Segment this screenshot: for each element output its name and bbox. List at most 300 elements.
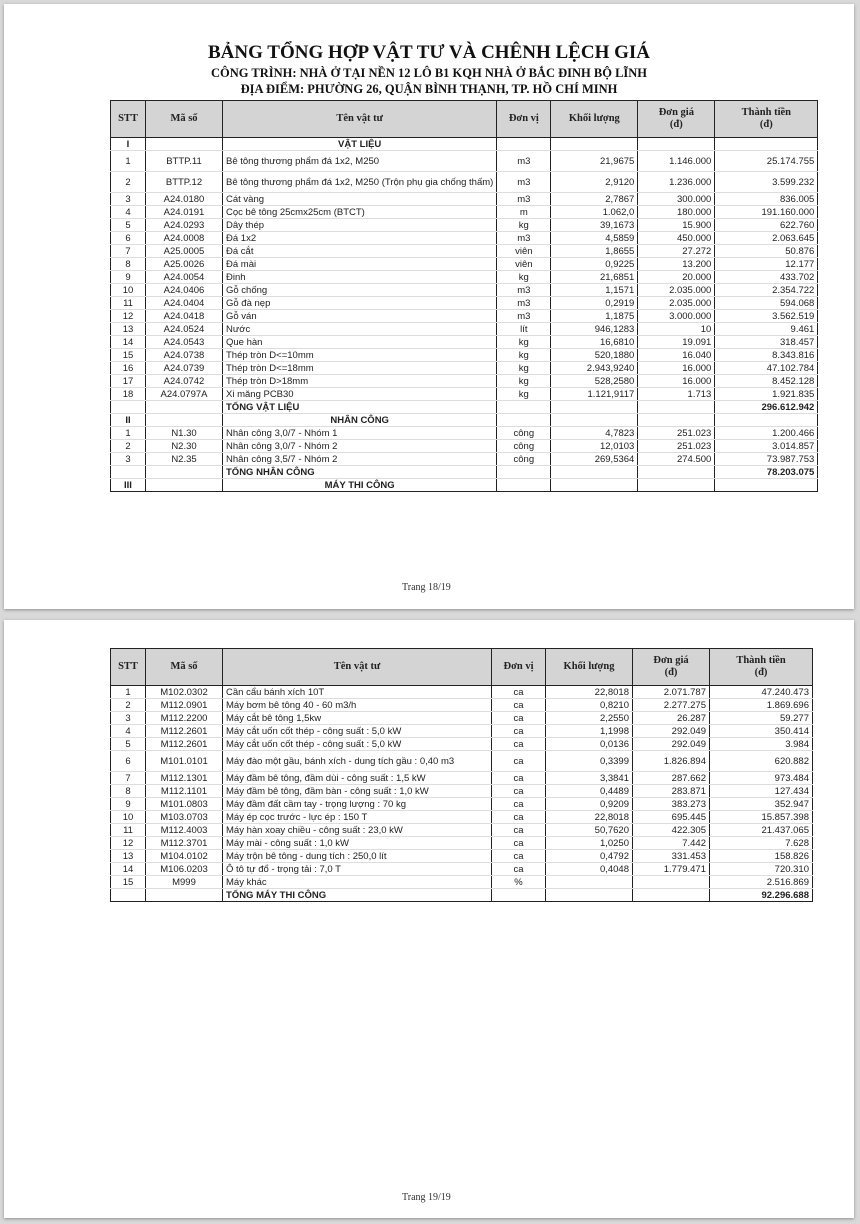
row-name: Cọc bê tông 25cmx25cm (BTCT) bbox=[223, 206, 497, 219]
table-row bbox=[111, 863, 813, 876]
materials-labor-table bbox=[110, 100, 818, 492]
row-unit: kg bbox=[497, 375, 551, 388]
empty-cell bbox=[497, 414, 551, 427]
row-total: 8.452.128 bbox=[715, 375, 818, 388]
empty-cell bbox=[546, 889, 633, 902]
row-total: 318.457 bbox=[715, 336, 818, 349]
row-unit: kg bbox=[497, 271, 551, 284]
row-qty: 2,7867 bbox=[551, 193, 638, 206]
row-unit: công bbox=[497, 427, 551, 440]
row-unit: m bbox=[497, 206, 551, 219]
row-total: 158.826 bbox=[710, 850, 813, 863]
row-qty: 50,7620 bbox=[546, 824, 633, 837]
row-code: M112.1301 bbox=[146, 772, 223, 785]
row-qty: 22,8018 bbox=[546, 686, 633, 699]
row-stt: 18 bbox=[111, 388, 146, 401]
row-total: 47.240.473 bbox=[710, 686, 813, 699]
row-name: Máy cắt bê tông 1,5kw bbox=[223, 712, 492, 725]
row-total: 59.277 bbox=[710, 712, 813, 725]
row-code: M104.0102 bbox=[146, 850, 223, 863]
row-unit: ca bbox=[492, 798, 546, 811]
row-total: 15.857.398 bbox=[710, 811, 813, 824]
row-name: Máy mài - công suất : 1,0 kW bbox=[223, 837, 492, 850]
row-qty: 1,1571 bbox=[551, 284, 638, 297]
row-name: Thép tròn D>18mm bbox=[223, 375, 497, 388]
col-code: Mã số bbox=[146, 101, 223, 138]
row-stt: 17 bbox=[111, 375, 146, 388]
empty-cell bbox=[638, 138, 715, 151]
total-value: 92.296.688 bbox=[710, 889, 813, 902]
table-row bbox=[111, 245, 818, 258]
row-stt: 9 bbox=[111, 271, 146, 284]
row-code: N2.35 bbox=[146, 453, 223, 466]
row-name: Cần cẩu bánh xích 10T bbox=[223, 686, 492, 699]
row-code: A24.0008 bbox=[146, 232, 223, 245]
row-stt: 13 bbox=[111, 850, 146, 863]
row-total: 1.921.835 bbox=[715, 388, 818, 401]
row-name: Thép tròn D<=18mm bbox=[223, 362, 497, 375]
row-stt: 12 bbox=[111, 310, 146, 323]
row-total: 25.174.755 bbox=[715, 151, 818, 172]
row-code: M106.0203 bbox=[146, 863, 223, 876]
row-price: 251.023 bbox=[638, 440, 715, 453]
row-stt: 2 bbox=[111, 699, 146, 712]
row-price: 1.236.000 bbox=[638, 172, 715, 193]
table-row bbox=[111, 876, 813, 889]
row-unit: m3 bbox=[497, 193, 551, 206]
total-value: 78.203.075 bbox=[715, 466, 818, 479]
row-total: 3.014.857 bbox=[715, 440, 818, 453]
row-name: Que hàn bbox=[223, 336, 497, 349]
table-header-row bbox=[111, 101, 818, 138]
table-row bbox=[111, 284, 818, 297]
table-row bbox=[111, 219, 818, 232]
empty-cell bbox=[146, 414, 223, 427]
empty-cell bbox=[638, 466, 715, 479]
row-code: M112.2200 bbox=[146, 712, 223, 725]
row-qty: 3,3841 bbox=[546, 772, 633, 785]
row-price: 422.305 bbox=[633, 824, 710, 837]
col-qty: Khối lượng bbox=[546, 649, 633, 686]
empty-cell bbox=[497, 479, 551, 492]
row-total: 3.562.519 bbox=[715, 310, 818, 323]
row-unit: kg bbox=[497, 349, 551, 362]
row-stt: 5 bbox=[111, 738, 146, 751]
section-total-row-labor bbox=[111, 466, 818, 479]
table-row bbox=[111, 427, 818, 440]
row-total: 622.760 bbox=[715, 219, 818, 232]
row-price: 287.662 bbox=[633, 772, 710, 785]
row-unit: lít bbox=[497, 323, 551, 336]
table-row bbox=[111, 751, 813, 772]
row-code: N1.30 bbox=[146, 427, 223, 440]
row-code: A24.0180 bbox=[146, 193, 223, 206]
empty-cell bbox=[497, 401, 551, 414]
project-name: CÔNG TRÌNH: NHÀ Ở TẠI NỀN 12 LÔ B1 KQH NHÀ Ở BẮC ĐINH BỘ LĨNH bbox=[210, 66, 648, 80]
row-unit: m3 bbox=[497, 232, 551, 245]
row-unit: m3 bbox=[497, 297, 551, 310]
row-stt: 15 bbox=[111, 349, 146, 362]
row-stt: 6 bbox=[111, 232, 146, 245]
row-code: A24.0738 bbox=[146, 349, 223, 362]
empty-cell bbox=[111, 889, 146, 902]
row-stt: 10 bbox=[111, 811, 146, 824]
row-name: Máy cắt uốn cốt thép - công suất : 5,0 kW bbox=[223, 725, 492, 738]
empty-cell bbox=[146, 466, 223, 479]
row-code: A24.0191 bbox=[146, 206, 223, 219]
row-qty: 39,1673 bbox=[551, 219, 638, 232]
row-name: Ô tô tự đổ - trọng tải : 7,0 T bbox=[223, 863, 492, 876]
row-code: A25.0026 bbox=[146, 258, 223, 271]
table-row bbox=[111, 837, 813, 850]
section-roman: I bbox=[111, 138, 146, 151]
row-stt: 13 bbox=[111, 323, 146, 336]
table-row bbox=[111, 151, 818, 172]
row-qty: 0,4048 bbox=[546, 863, 633, 876]
row-stt: 7 bbox=[111, 772, 146, 785]
row-price: 16.040 bbox=[638, 349, 715, 362]
row-qty: 1,1998 bbox=[546, 725, 633, 738]
row-unit: công bbox=[497, 453, 551, 466]
row-price: 292.049 bbox=[633, 738, 710, 751]
row-stt: 4 bbox=[111, 206, 146, 219]
col-stt: STT bbox=[111, 101, 146, 138]
row-name: Bê tông thương phẩm đá 1x2, M250 (Trộn phụ gia chống thấm) bbox=[223, 172, 497, 193]
empty-cell bbox=[715, 414, 818, 427]
empty-cell bbox=[111, 401, 146, 414]
row-qty: 21,6851 bbox=[551, 271, 638, 284]
row-price: 180.000 bbox=[638, 206, 715, 219]
row-stt: 16 bbox=[111, 362, 146, 375]
row-total: 2.063.645 bbox=[715, 232, 818, 245]
row-qty: 946,1283 bbox=[551, 323, 638, 336]
row-name: Nhân công 3,0/7 - Nhóm 2 bbox=[223, 440, 497, 453]
row-unit: viên bbox=[497, 245, 551, 258]
row-total: 594.068 bbox=[715, 297, 818, 310]
row-unit: m3 bbox=[497, 172, 551, 193]
empty-cell bbox=[146, 138, 223, 151]
table-row bbox=[111, 271, 818, 284]
row-unit: kg bbox=[497, 362, 551, 375]
row-code: A24.0543 bbox=[146, 336, 223, 349]
empty-cell bbox=[146, 401, 223, 414]
row-stt: 6 bbox=[111, 751, 146, 772]
row-code: A24.0418 bbox=[146, 310, 223, 323]
row-stt: 3 bbox=[111, 453, 146, 466]
table-row bbox=[111, 699, 813, 712]
row-stt: 9 bbox=[111, 798, 146, 811]
row-name: Xi măng PCB30 bbox=[223, 388, 497, 401]
row-unit: công bbox=[497, 440, 551, 453]
row-qty: 1.121,9117 bbox=[551, 388, 638, 401]
row-code: A24.0797A bbox=[146, 388, 223, 401]
row-name: Nhân công 3,0/7 - Nhóm 1 bbox=[223, 427, 497, 440]
row-stt: 12 bbox=[111, 837, 146, 850]
row-price: 2.277.275 bbox=[633, 699, 710, 712]
table-row bbox=[111, 336, 818, 349]
row-qty: 16,6810 bbox=[551, 336, 638, 349]
row-code: M112.0901 bbox=[146, 699, 223, 712]
row-name: Máy đầm đất cầm tay - trọng lượng : 70 kg bbox=[223, 798, 492, 811]
row-name: Máy trộn bê tông - dung tích : 250,0 lít bbox=[223, 850, 492, 863]
row-qty: 21,9675 bbox=[551, 151, 638, 172]
row-price: 1.146.000 bbox=[638, 151, 715, 172]
row-unit: ca bbox=[492, 751, 546, 772]
table-row bbox=[111, 453, 818, 466]
total-value: 296.612.942 bbox=[715, 401, 818, 414]
empty-cell bbox=[492, 889, 546, 902]
row-stt: 1 bbox=[111, 686, 146, 699]
row-name: Máy đầm bê tông, đầm dùi - công suất : 1,5 kW bbox=[223, 772, 492, 785]
row-code: A24.0524 bbox=[146, 323, 223, 336]
row-price: 26.287 bbox=[633, 712, 710, 725]
row-qty: 0,9209 bbox=[546, 798, 633, 811]
row-unit: ca bbox=[492, 785, 546, 798]
col-qty: Khối lượng bbox=[551, 101, 638, 138]
row-code: M103.0703 bbox=[146, 811, 223, 824]
row-price: 1.713 bbox=[638, 388, 715, 401]
row-total: 50.876 bbox=[715, 245, 818, 258]
row-unit: m3 bbox=[497, 284, 551, 297]
col-name: Tên vật tư bbox=[223, 649, 492, 686]
row-qty: 0,2919 bbox=[551, 297, 638, 310]
table-row bbox=[111, 323, 818, 336]
empty-cell bbox=[111, 466, 146, 479]
row-stt: 2 bbox=[111, 172, 146, 193]
row-total: 2.516.869 bbox=[710, 876, 813, 889]
empty-cell bbox=[638, 401, 715, 414]
row-stt: 1 bbox=[111, 427, 146, 440]
row-unit: m3 bbox=[497, 151, 551, 172]
row-code: A24.0054 bbox=[146, 271, 223, 284]
row-total: 73.987.753 bbox=[715, 453, 818, 466]
machines-table bbox=[110, 648, 813, 902]
col-stt: STT bbox=[111, 649, 146, 686]
table-row bbox=[111, 824, 813, 837]
row-name: Nước bbox=[223, 323, 497, 336]
row-qty: 520,1880 bbox=[551, 349, 638, 362]
row-name: Gỗ đà nẹp bbox=[223, 297, 497, 310]
row-code: A25.0005 bbox=[146, 245, 223, 258]
row-price bbox=[633, 876, 710, 889]
row-stt: 1 bbox=[111, 151, 146, 172]
row-unit: kg bbox=[497, 388, 551, 401]
row-total: 3.599.232 bbox=[715, 172, 818, 193]
row-qty bbox=[546, 876, 633, 889]
row-name: Máy cắt uốn cốt thép - công suất : 5,0 kW bbox=[223, 738, 492, 751]
row-total: 836.005 bbox=[715, 193, 818, 206]
section-title: VẬT LIỆU bbox=[223, 138, 497, 151]
row-price: 331.453 bbox=[633, 850, 710, 863]
row-qty: 1,8655 bbox=[551, 245, 638, 258]
row-stt: 15 bbox=[111, 876, 146, 889]
row-qty: 0,4489 bbox=[546, 785, 633, 798]
row-code: M102.0302 bbox=[146, 686, 223, 699]
row-price: 15.900 bbox=[638, 219, 715, 232]
row-price: 383.273 bbox=[633, 798, 710, 811]
row-total: 620.882 bbox=[710, 751, 813, 772]
row-code: M112.4003 bbox=[146, 824, 223, 837]
row-code: A24.0404 bbox=[146, 297, 223, 310]
row-stt: 4 bbox=[111, 725, 146, 738]
empty-cell bbox=[715, 138, 818, 151]
row-qty: 528,2580 bbox=[551, 375, 638, 388]
row-price: 2.035.000 bbox=[638, 284, 715, 297]
row-unit: kg bbox=[497, 336, 551, 349]
row-unit: ca bbox=[492, 725, 546, 738]
col-name: Tên vật tư bbox=[223, 101, 497, 138]
table-row bbox=[111, 206, 818, 219]
row-code: M112.3701 bbox=[146, 837, 223, 850]
page-number: Trang 18/19 bbox=[402, 582, 451, 593]
table-row bbox=[111, 772, 813, 785]
row-total: 7.628 bbox=[710, 837, 813, 850]
col-unit: Đơn vị bbox=[492, 649, 546, 686]
empty-cell bbox=[633, 889, 710, 902]
row-price: 19.091 bbox=[638, 336, 715, 349]
row-name: Đinh bbox=[223, 271, 497, 284]
row-name: Máy đào một gầu, bánh xích - dung tích gầu : 0,40 m3 bbox=[223, 751, 492, 772]
row-price: 16.000 bbox=[638, 362, 715, 375]
document-page-19 bbox=[4, 620, 854, 1218]
empty-cell bbox=[715, 479, 818, 492]
row-code: N2.30 bbox=[146, 440, 223, 453]
table-row bbox=[111, 785, 813, 798]
row-unit: ca bbox=[492, 837, 546, 850]
row-total: 2.354.722 bbox=[715, 284, 818, 297]
row-stt: 10 bbox=[111, 284, 146, 297]
row-qty: 12,0103 bbox=[551, 440, 638, 453]
table-row bbox=[111, 686, 813, 699]
row-code: M112.2601 bbox=[146, 738, 223, 751]
section-title: MÁY THI CÔNG bbox=[223, 479, 497, 492]
row-unit: ca bbox=[492, 772, 546, 785]
empty-cell bbox=[497, 138, 551, 151]
row-total: 433.702 bbox=[715, 271, 818, 284]
row-total: 12.177 bbox=[715, 258, 818, 271]
row-code: A24.0742 bbox=[146, 375, 223, 388]
row-name: Máy khác bbox=[223, 876, 492, 889]
table-row bbox=[111, 232, 818, 245]
section-header-labor bbox=[111, 414, 818, 427]
row-qty: 2.943,9240 bbox=[551, 362, 638, 375]
row-code: M101.0101 bbox=[146, 751, 223, 772]
table-row bbox=[111, 258, 818, 271]
row-price: 450.000 bbox=[638, 232, 715, 245]
table-row bbox=[111, 798, 813, 811]
empty-cell bbox=[638, 414, 715, 427]
row-name: Đá mài bbox=[223, 258, 497, 271]
project-location: ĐỊA ĐIỂM: PHƯỜNG 26, QUẬN BÌNH THẠNH, TP. HỒ CHÍ MINH bbox=[240, 82, 618, 96]
row-unit: ca bbox=[492, 699, 546, 712]
empty-cell bbox=[638, 479, 715, 492]
row-unit: ca bbox=[492, 863, 546, 876]
col-total: Thành tiền (đ) bbox=[710, 649, 813, 686]
row-stt: 3 bbox=[111, 193, 146, 206]
row-price: 274.500 bbox=[638, 453, 715, 466]
row-price: 283.871 bbox=[633, 785, 710, 798]
row-unit: viên bbox=[497, 258, 551, 271]
row-total: 127.434 bbox=[710, 785, 813, 798]
table-row bbox=[111, 388, 818, 401]
row-code: A24.0739 bbox=[146, 362, 223, 375]
table-row bbox=[111, 297, 818, 310]
row-stt: 2 bbox=[111, 440, 146, 453]
row-name: Gỗ ván bbox=[223, 310, 497, 323]
row-total: 350.414 bbox=[710, 725, 813, 738]
row-total: 9.461 bbox=[715, 323, 818, 336]
table-row bbox=[111, 193, 818, 206]
row-code: A24.0293 bbox=[146, 219, 223, 232]
document-title: BẢNG TỔNG HỢP VẬT TƯ VÀ CHÊNH LỆCH GIÁ bbox=[207, 42, 650, 63]
row-qty: 2,2550 bbox=[546, 712, 633, 725]
row-price: 2.035.000 bbox=[638, 297, 715, 310]
section-total-row-materials bbox=[111, 401, 818, 414]
row-qty: 4,7823 bbox=[551, 427, 638, 440]
row-stt: 14 bbox=[111, 336, 146, 349]
row-qty: 0,9225 bbox=[551, 258, 638, 271]
row-price: 20.000 bbox=[638, 271, 715, 284]
row-total: 720.310 bbox=[710, 863, 813, 876]
row-total: 47.102.784 bbox=[715, 362, 818, 375]
section-header-materials bbox=[111, 138, 818, 151]
row-name: Gỗ chống bbox=[223, 284, 497, 297]
row-price: 1.826.894 bbox=[633, 751, 710, 772]
row-name: Máy ép cọc trước - lực ép : 150 T bbox=[223, 811, 492, 824]
row-price: 7.442 bbox=[633, 837, 710, 850]
page-number: Trang 19/19 bbox=[402, 1192, 451, 1203]
row-unit: ca bbox=[492, 686, 546, 699]
row-unit: ca bbox=[492, 712, 546, 725]
row-code: BTTP.12 bbox=[146, 172, 223, 193]
col-total: Thành tiền (đ) bbox=[715, 101, 818, 138]
empty-cell bbox=[551, 401, 638, 414]
table-row bbox=[111, 440, 818, 453]
table-row bbox=[111, 811, 813, 824]
row-stt: 5 bbox=[111, 219, 146, 232]
table-row bbox=[111, 310, 818, 323]
section-total-row-machines bbox=[111, 889, 813, 902]
row-name: Dây thép bbox=[223, 219, 497, 232]
row-stt: 11 bbox=[111, 297, 146, 310]
row-price: 300.000 bbox=[638, 193, 715, 206]
row-stt: 7 bbox=[111, 245, 146, 258]
row-name: Máy hàn xoay chiều - công suất : 23,0 kW bbox=[223, 824, 492, 837]
row-qty: 0,4792 bbox=[546, 850, 633, 863]
row-qty: 269,5364 bbox=[551, 453, 638, 466]
row-total: 352.947 bbox=[710, 798, 813, 811]
row-unit: m3 bbox=[497, 310, 551, 323]
empty-cell bbox=[551, 466, 638, 479]
row-price: 695.445 bbox=[633, 811, 710, 824]
table-row bbox=[111, 362, 818, 375]
row-qty: 0,8210 bbox=[546, 699, 633, 712]
col-unit: Đơn vị bbox=[497, 101, 551, 138]
col-price: Đơn giá (đ) bbox=[633, 649, 710, 686]
row-qty: 1.062,0 bbox=[551, 206, 638, 219]
section-title: NHÂN CÔNG bbox=[223, 414, 497, 427]
row-code: M999 bbox=[146, 876, 223, 889]
empty-cell bbox=[551, 414, 638, 427]
row-total: 8.343.816 bbox=[715, 349, 818, 362]
section-roman: III bbox=[111, 479, 146, 492]
row-qty: 0,3399 bbox=[546, 751, 633, 772]
row-price: 251.023 bbox=[638, 427, 715, 440]
col-code: Mã số bbox=[146, 649, 223, 686]
row-price: 16.000 bbox=[638, 375, 715, 388]
row-name: Đá 1x2 bbox=[223, 232, 497, 245]
row-qty: 1,1875 bbox=[551, 310, 638, 323]
